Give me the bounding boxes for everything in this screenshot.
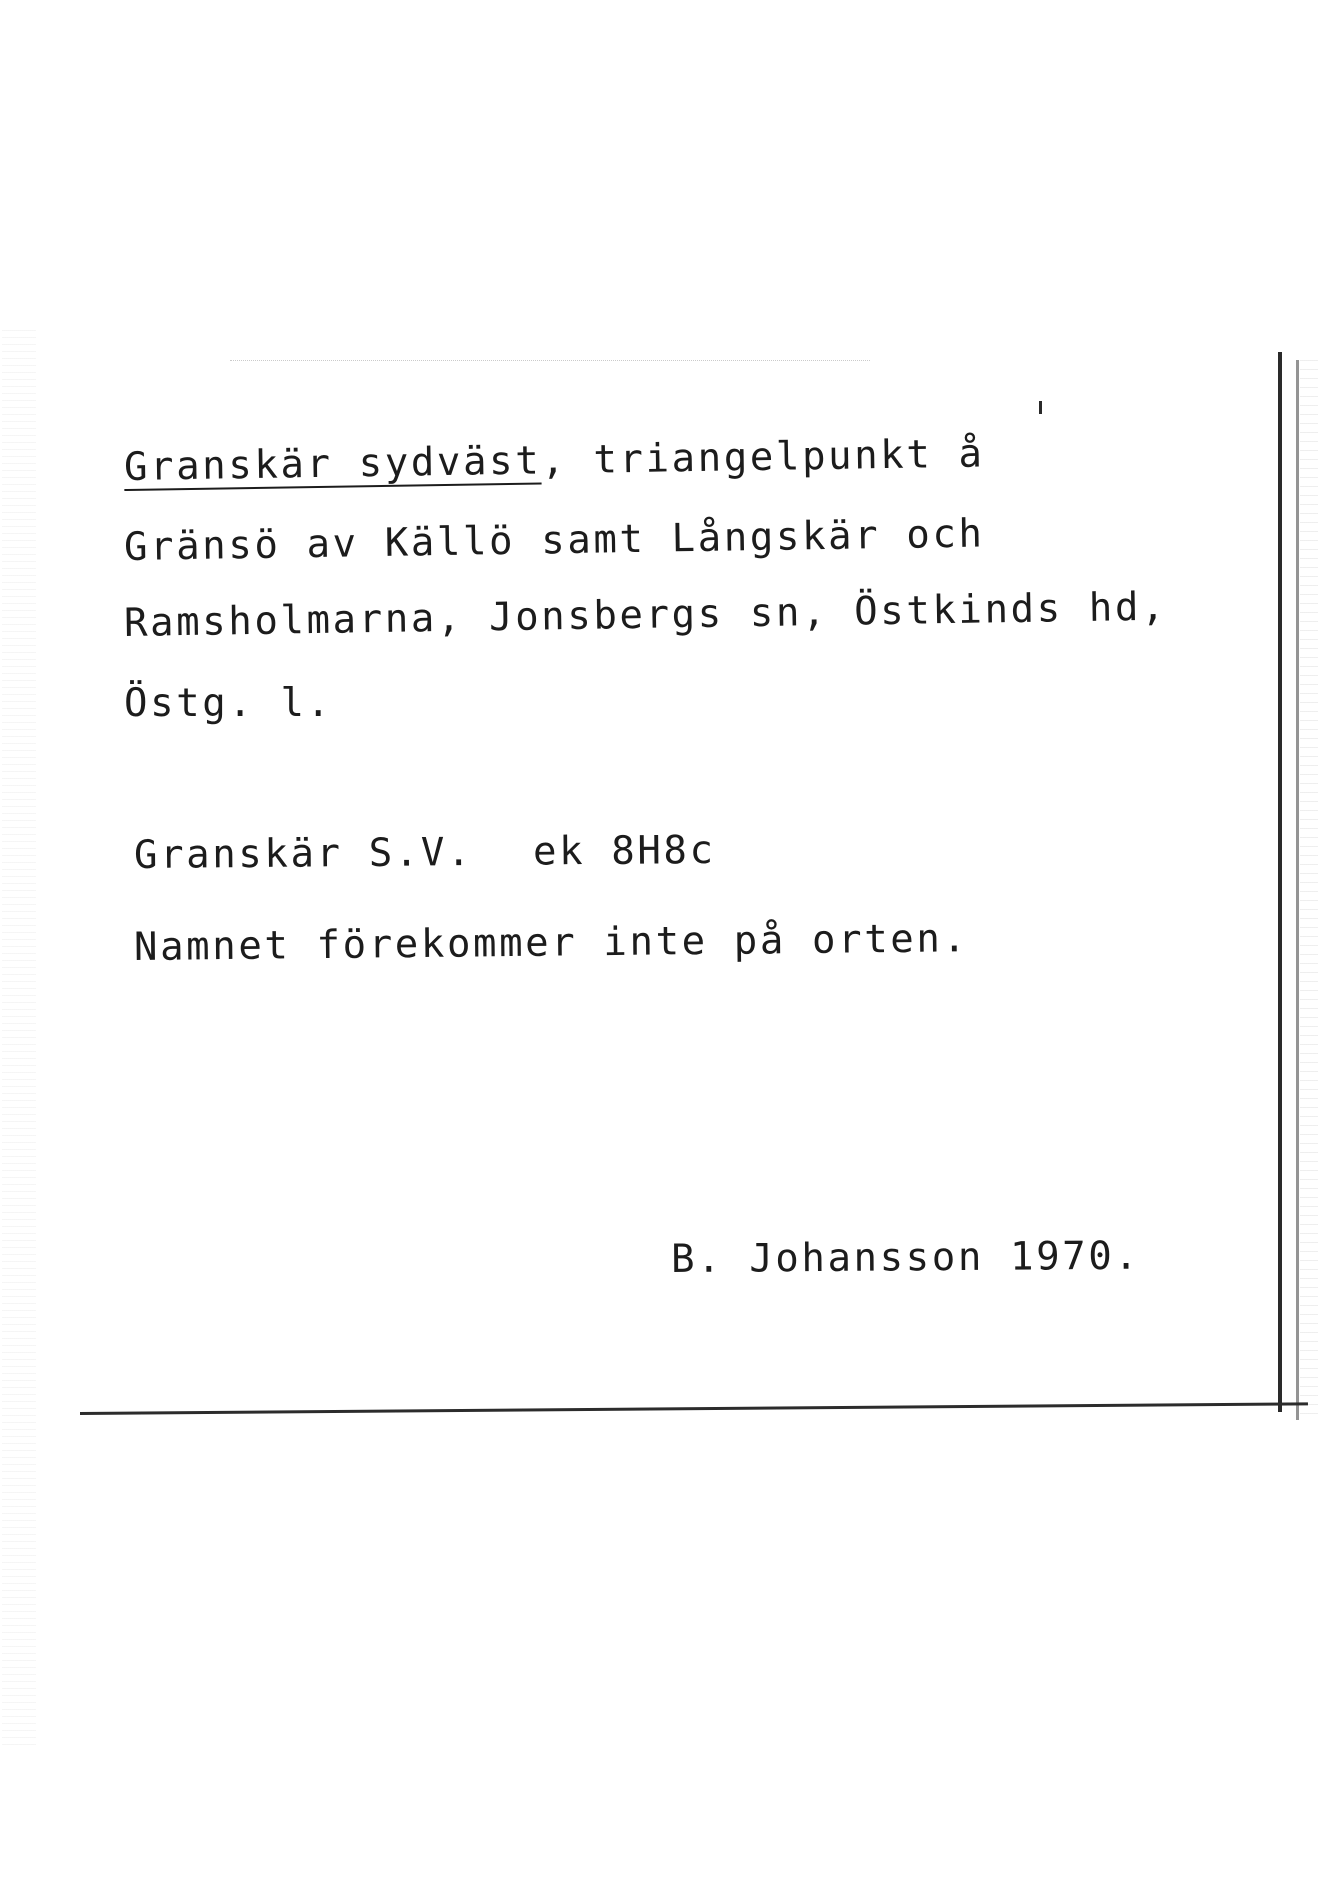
heading-description: , triangelpunkt å (540, 431, 985, 484)
scan-edge-noise-left (2, 330, 36, 1750)
card-bottom-border (80, 1402, 1308, 1415)
faint-dotted-line (230, 360, 870, 361)
ink-mark (1039, 401, 1042, 414)
map-reference-name: Granskär S.V. (133, 830, 474, 878)
card-right-border (1278, 352, 1282, 1412)
card-right-border-shadow (1296, 360, 1299, 1420)
usage-note: Namnet förekommer inte på orten. (133, 916, 969, 970)
description-line-3: Ramsholmarna, Jonsbergs sn, Östkinds hd, (123, 584, 1168, 646)
map-reference-line (133, 827, 716, 878)
card-heading-line (123, 431, 985, 490)
scan-edge-noise-right (1300, 360, 1318, 1420)
spacer (473, 865, 533, 866)
description-line-4: Östg. l. (124, 681, 333, 726)
description-line-2: Gränsö av Källö samt Långskär och (123, 511, 985, 570)
place-name-heading: Granskär sydväst (123, 438, 542, 490)
signature: B. Johansson 1970. (670, 1233, 1141, 1282)
map-reference-code: ek 8H8c (532, 827, 716, 875)
